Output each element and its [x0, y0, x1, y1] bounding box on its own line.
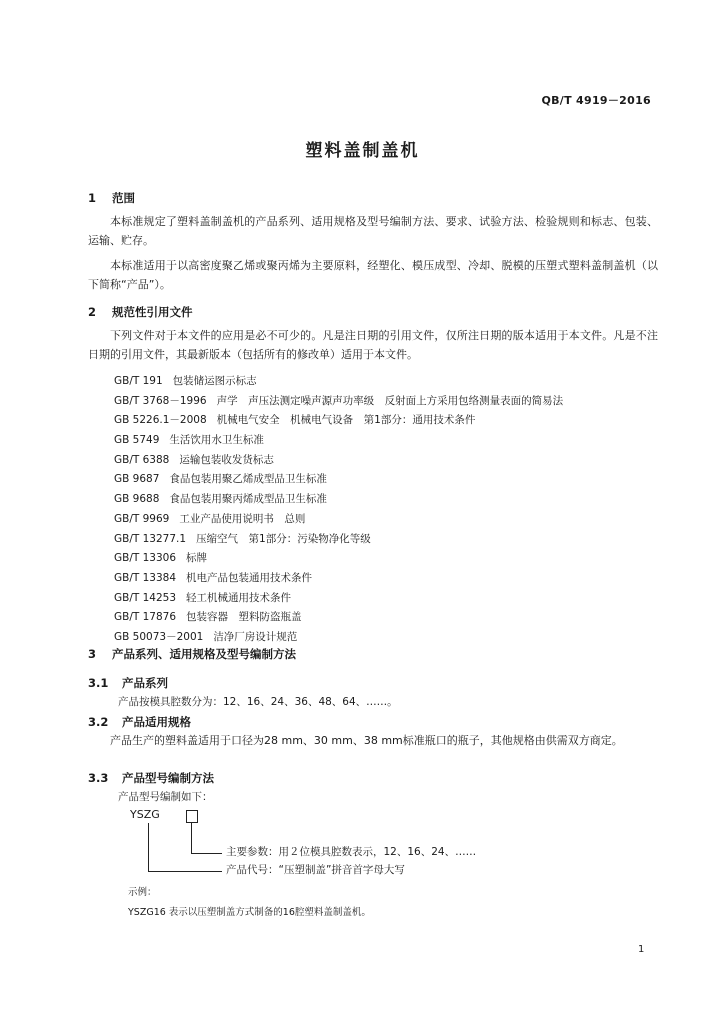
reference-item: [114, 549, 563, 569]
normative-references-list: [114, 372, 563, 648]
reference-code: GB/T 17876: [114, 611, 177, 624]
reference-code: GB 50073－2001: [114, 630, 204, 643]
reference-title: 包装容器 塑料防盗瓶盖: [186, 611, 302, 624]
section-1-paragraph-1: 本标准规定了塑料盖制盖机的产品系列、适用规格及型号编制方法、要求、试验方法、检验规则和标志、包装、运输、贮存。: [88, 215, 658, 247]
reference-item: [114, 411, 563, 431]
section-3-2-heading: [88, 714, 191, 730]
reference-code: GB/T 13306: [114, 552, 177, 565]
reference-item: [114, 392, 563, 412]
reference-title: 机械电气安全 机械电气设备 第1部分：通用技术条件: [216, 414, 476, 427]
parameter-box: [186, 810, 198, 823]
reference-item: [114, 372, 563, 392]
reference-title: 食品包装用聚丙烯成型品卫生标准: [169, 493, 327, 506]
model-intro: 产品型号编制如下：: [118, 791, 213, 803]
section-number: 1: [88, 191, 97, 205]
reference-code: GB/T 13277.1: [114, 532, 187, 545]
subsection-title: 产品系列: [122, 676, 168, 690]
reference-title: 标牌: [186, 552, 208, 565]
reference-code: GB 9688: [114, 493, 160, 506]
reference-code: GB/T 191: [114, 375, 163, 387]
section-3-1-heading: [88, 675, 168, 691]
page-number: 1: [638, 944, 645, 955]
reference-item: [114, 490, 563, 510]
reference-title: 工业产品使用说明书 总则: [179, 512, 306, 525]
reference-item: [114, 589, 563, 609]
reference-title: 机电产品包装通用技术条件: [186, 571, 313, 584]
section-number: 3: [88, 647, 97, 661]
subsection-number: 3.1: [88, 676, 109, 690]
parameter-label: 主要参数：用２位模具腔数表示，12、16、24、……: [226, 846, 477, 858]
reference-code: GB/T 3768－1996: [114, 394, 207, 407]
subsection-number: 3.2: [88, 715, 109, 729]
standard-code: QB/T 4919－2016: [541, 94, 651, 107]
reference-item: [114, 470, 563, 490]
reference-title: 包装储运图示标志: [172, 375, 257, 387]
section-3-3-heading: [88, 770, 214, 786]
section-title: 范围: [112, 191, 135, 205]
section-3-1-text: 产品按模具腔数分为：12、16、24、36、48、64、……。: [118, 696, 398, 708]
reference-item: [114, 569, 563, 589]
example-text: YSZG16 表示以压塑制盖方式制备的16腔塑料盖制盖机。: [128, 907, 371, 918]
subsection-title: 产品型号编制方法: [122, 771, 214, 785]
reference-title: 运输包装收发货标志: [179, 453, 274, 466]
document-title: 塑料盖制盖机: [305, 141, 420, 161]
section-2-heading: [88, 304, 193, 320]
section-2-intro: 下列文件对于本文件的应用是必不可少的。凡是注日期的引用文件，仅所注日期的版本适用于本文件。凡是不注日期的引用文件，其最新版本（包括所有的修改单）适用于本文件。: [88, 329, 658, 361]
reference-code: GB/T 6388: [114, 453, 170, 466]
subsection-number: 3.3: [88, 771, 109, 785]
section-1-heading: [88, 190, 135, 206]
model-code: YSZG: [130, 808, 160, 821]
section-number: 2: [88, 305, 97, 319]
code-leader-line: [148, 823, 222, 872]
reference-item: [114, 530, 563, 550]
section-title: 产品系列、适用规格及型号编制方法: [112, 647, 296, 661]
reference-item: [114, 628, 563, 648]
reference-title: 声学 声压法测定噪声源声功率级 反射面上方采用包络测量表面的简易法: [216, 394, 564, 407]
section-1-paragraph-2: 本标准适用于以高密度聚乙烯或聚丙烯为主要原料，经塑化、模压成型、冷却、脱模的压塑式塑料盖制盖机（以下简称“产品”）。: [88, 259, 658, 291]
reference-code: GB/T 14253: [114, 591, 177, 604]
reference-item: [114, 510, 563, 530]
example-label: 示例：: [128, 887, 157, 898]
reference-item: [114, 431, 563, 451]
reference-title: 洁净厂房设计规范: [213, 630, 298, 643]
reference-item: [114, 451, 563, 471]
section-3-heading: [88, 646, 296, 662]
reference-code: GB 5226.1－2008: [114, 414, 207, 427]
reference-title: 食品包装用聚乙烯成型品卫生标准: [169, 473, 327, 486]
reference-code: GB/T 9969: [114, 512, 170, 525]
reference-title: 压缩空气 第1部分：污染物净化等级: [196, 532, 371, 545]
reference-code: GB 9687: [114, 473, 160, 486]
reference-title: 生活饮用水卫生标准: [169, 434, 264, 447]
reference-code: GB/T 13384: [114, 571, 177, 584]
subsection-title: 产品适用规格: [122, 715, 191, 729]
section-3-2-text: 产品生产的塑料盖适用于口径为28 mm、30 mm、38 mm标准瓶口的瓶子，其他规格由供需双方商定。: [110, 734, 623, 747]
reference-item: [114, 608, 563, 628]
reference-title: 轻工机械通用技术条件: [186, 591, 292, 604]
section-title: 规范性引用文件: [112, 305, 193, 319]
code-label: 产品代号：“压塑制盖”拼音首字母大写: [226, 864, 405, 876]
reference-code: GB 5749: [114, 434, 160, 447]
